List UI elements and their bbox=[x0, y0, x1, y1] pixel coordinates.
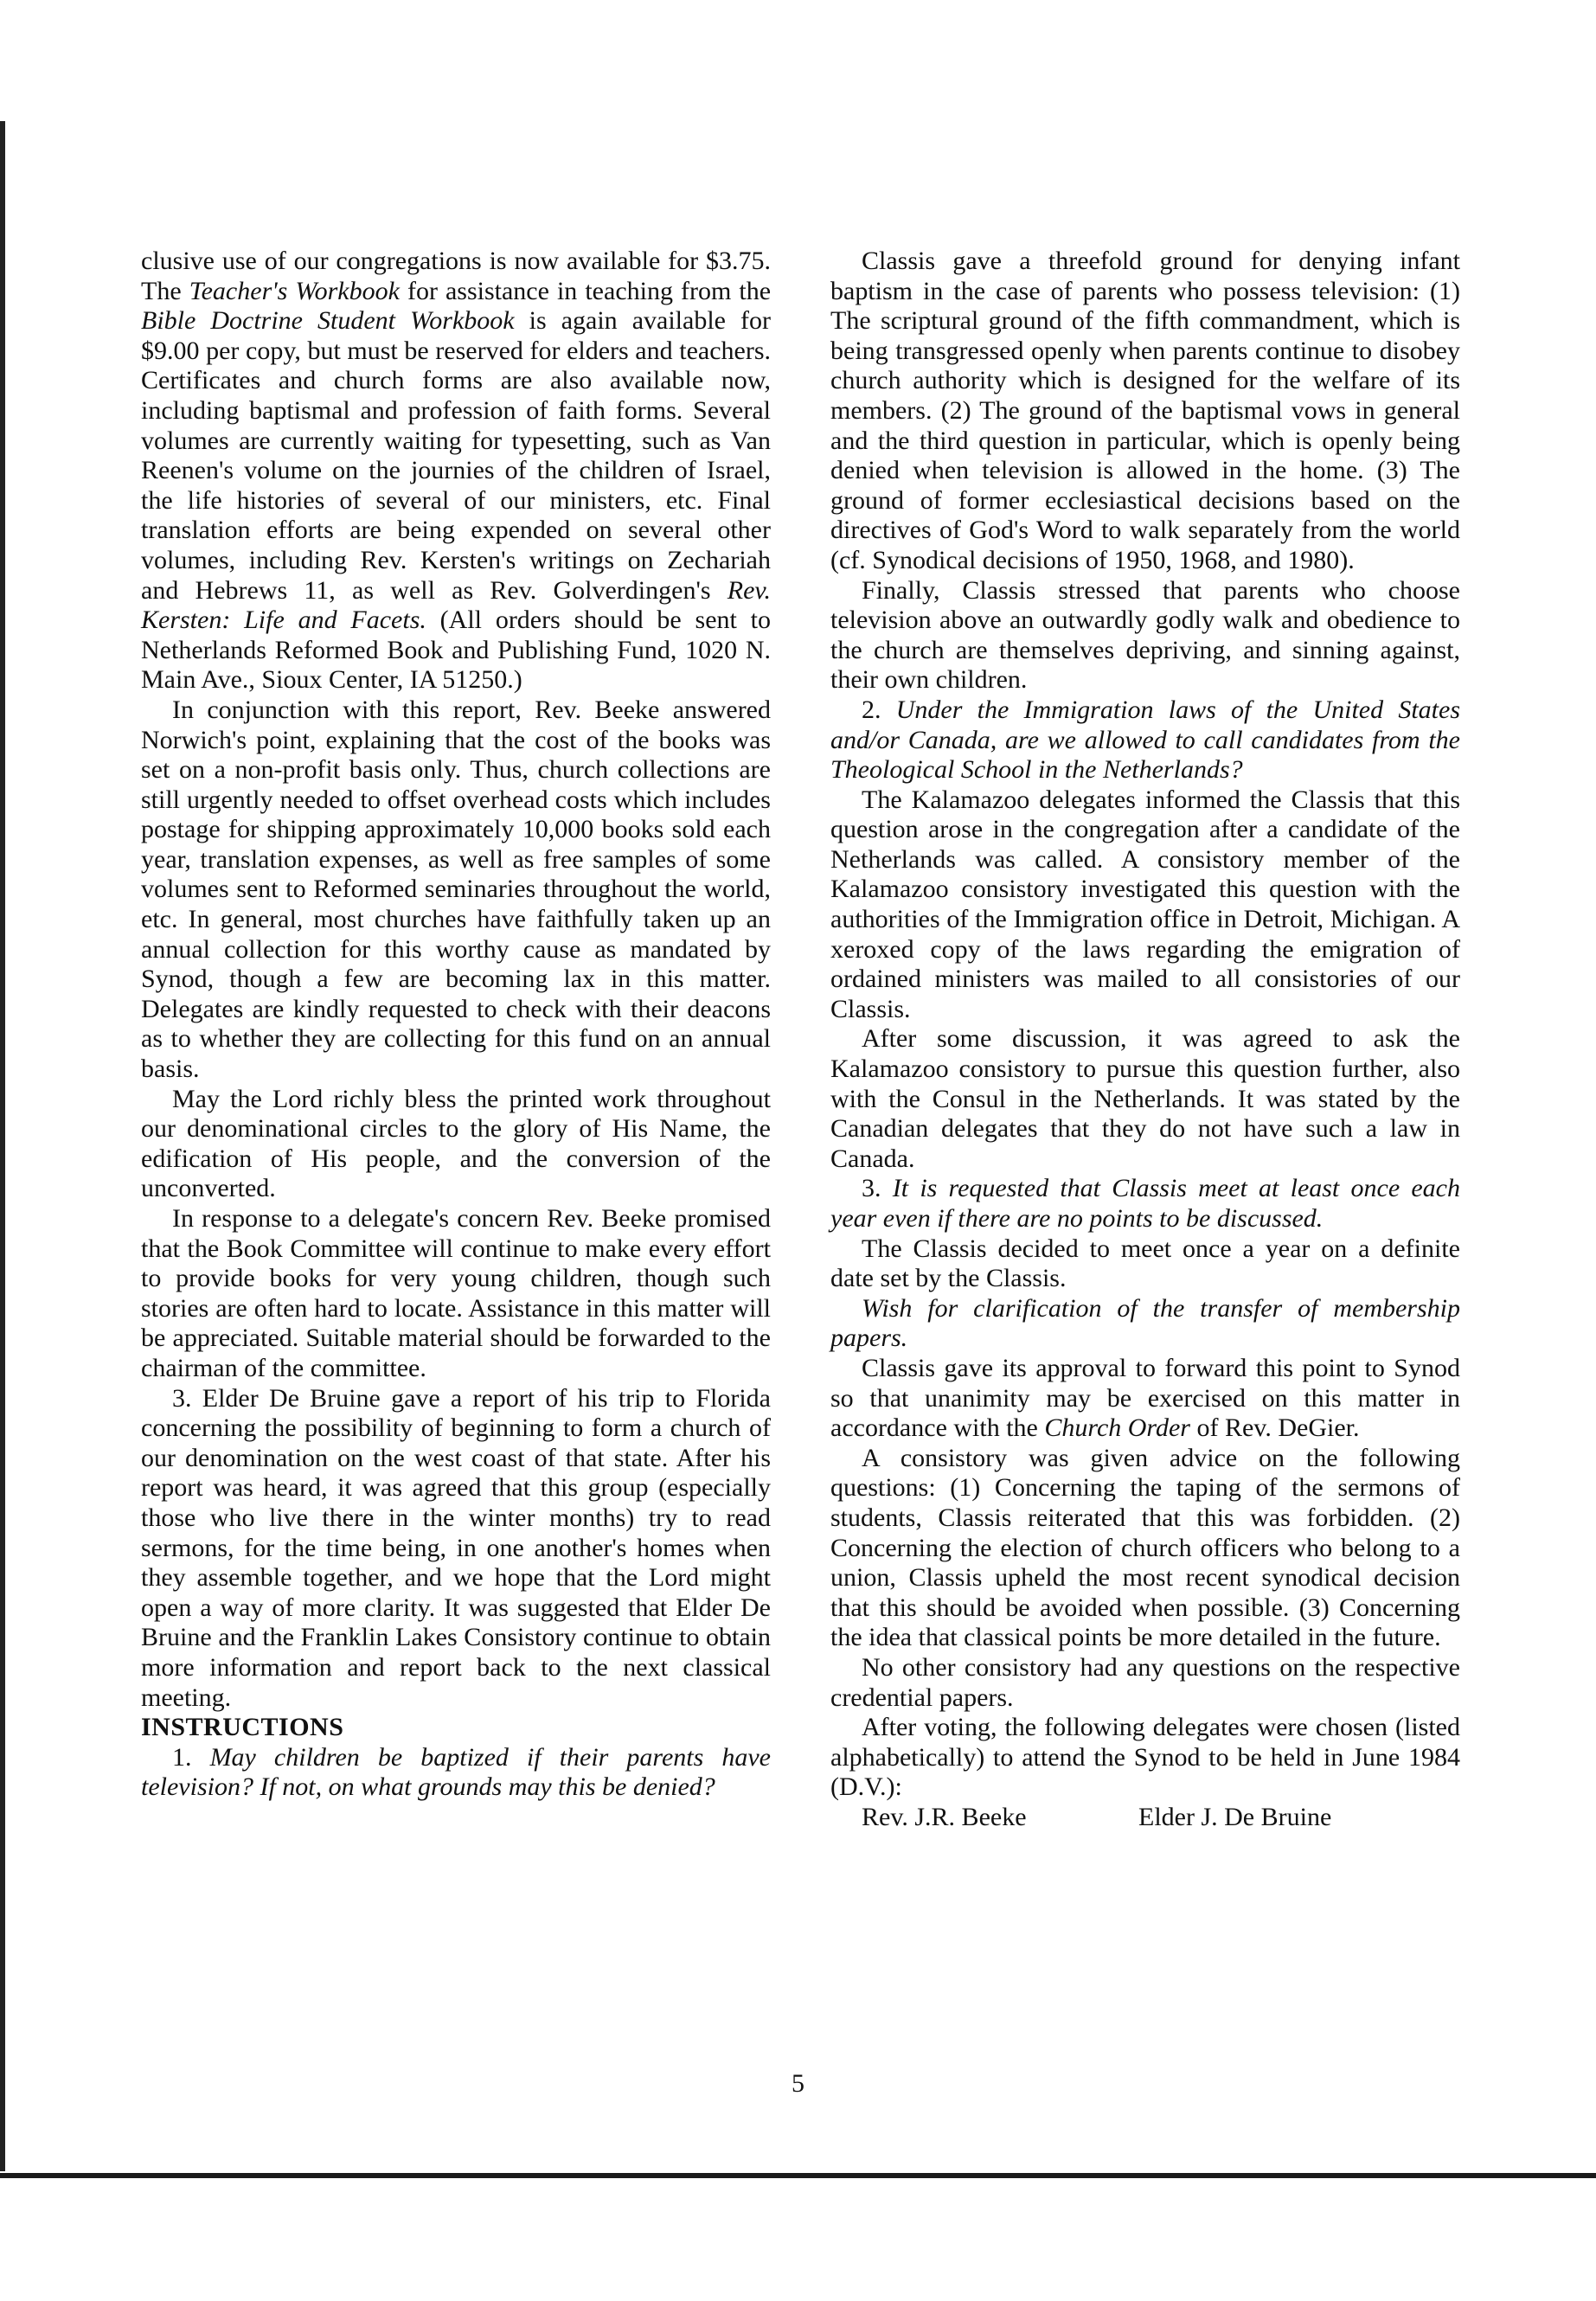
paragraph: May the Lord richly bless the printed work throughout our denominational circles to the glory of His Name, the edification of His people, and the conversion of the unconverted. bbox=[141, 1084, 771, 1203]
instruction-question: Wish for clarification of the transfer of membership papers. bbox=[830, 1293, 1460, 1353]
paragraph: 3. Elder De Bruine gave a report of his trip to Florida concerning the possibility of beginning to form a church of our denomination on the west coast of that state. After his report was heard, it was agreed that this group (especially those who live there in the winter months) try to read sermons, for the time being, in one another's homes when they assemble together, and we hope that the Lord might open a way of more clarity. It was suggested that Elder De Bruine and the Franklin Lakes Consistory continue to obtain more information and report back to the next classical meeting. bbox=[141, 1383, 771, 1712]
right-column bbox=[830, 247, 1460, 1832]
delegate-name: Rev. J.R. Beeke bbox=[862, 1802, 1027, 1831]
paragraph: After voting, the following delegates were chosen (listed alphabetically) to attend the Synod to be held in June 1984 (D.V.): bbox=[830, 1713, 1460, 1802]
instruction-question: 2. Under the Immigration laws of the United States and/or Canada, are we allowed to call candidates from the Theological School in the Netherlands? bbox=[830, 695, 1460, 785]
paragraph: A consistory was given advice on the following questions: (1) Concerning the taping of the sermons of students, Classis reiterated that this was forbidden. (2) Concerning the election of church officers who belong to a union, Classis upheld the most recent synodical decision that this should be avoided when possible. (3) Concerning the idea that classical points be more detailed in the future. bbox=[830, 1443, 1460, 1652]
paragraph: After some discussion, it was agreed to ask the Kalamazoo consistory to pursue this question further, also with the Consul in the Netherlands. It was stated by the Canadian delegates that they do not have such a law in Canada. bbox=[830, 1024, 1460, 1173]
paragraph: Finally, Classis stressed that parents who choose television above an outwardly godly walk and obedience to the church are themselves depriving, and sinning against, their own children. bbox=[830, 575, 1460, 695]
bottom-rule bbox=[0, 2173, 1596, 2178]
section-heading: INSTRUCTIONS bbox=[141, 1713, 344, 1742]
paragraph: clusive use of our congregations is now available for $3.75. The Teacher's Workbook for assistance in teaching from the Bible Doctrine Student Workbook is again available for $9.00 per copy, but must be reserved for elders and teachers. Certificates and church forms are also available now, including baptismal and profession of faith forms. Several volumes are currently waiting for typesetting, such as Van Reenen's volume on the journies of the children of Israel, the life histories of several of our ministers, etc. Final translation efforts are being expended on several other volumes, including Rev. Kersten's writings on Zechariah and Hebrews 11, as well as Rev. Golverdingen's Rev. Kersten: Life and Facets. (All orders should be sent to Netherlands Reformed Book and Publishing Fund, 1020 N. Main Ave., Sioux Center, IA 51250.) bbox=[141, 247, 772, 695]
page-edge bbox=[0, 121, 5, 2171]
instruction-question: 1. May children be baptized if their parents have television? If not, on what grounds may this be denied? bbox=[141, 1742, 771, 1802]
page-number: 5 bbox=[792, 2069, 804, 2098]
delegate-list bbox=[830, 1803, 1460, 1833]
paragraph: In response to a delegate's concern Rev. Beeke promised that the Book Committee will continue to make every effort to provide books for very young children, though such stories are often hard to locate. Assistance in this matter will be appreciated. Suitable material should be forwarded to the chairman of the committee. bbox=[141, 1204, 771, 1382]
paragraph: Classis gave a threefold ground for denying infant baptism in the case of parents who possess television: (1) The scriptural ground of the fifth commandment, which is being transgressed openly when parents continue to disobey church authority which is designed for the welfare of its members. (2) The ground of the baptismal vows in general and the third question in particular, which is openly being denied when television is allowed in the home. (3) The ground of former ecclesiastical decisions based on the directives of God's Word to walk separately from the world (cf. Synodical decisions of 1950, 1968, and 1980). bbox=[830, 247, 1460, 574]
paragraph: Classis gave its approval to forward this point to Synod so that unanimity may be exercised on this matter in accordance with the Church Order of Rev. DeGier. bbox=[830, 1353, 1460, 1443]
paragraph: No other consistory had any questions on the respective credential papers. bbox=[830, 1652, 1460, 1712]
delegate-name: Elder J. De Bruine bbox=[1138, 1802, 1332, 1831]
instruction-question: 3. It is requested that Classis meet at least once each year even if there are no points to be discussed. bbox=[830, 1174, 1461, 1233]
paragraph: In conjunction with this report, Rev. Beeke answered Norwich's point, explaining that the cost of the books was set on a non-profit basis only. Thus, church collections are still urgently needed to offset overhead costs which includes postage for shipping approximately 10,000 books sold each year, translation expenses, as well as free samples of some volumes sent to Reformed seminaries throughout the world, etc. In general, most churches have faithfully taken up an annual collection for this worthy cause as mandated by Synod, though a few are becoming lax in this matter. Delegates are kindly requested to check with their deacons as to whether they are collecting for this fund on an annual basis. bbox=[141, 695, 771, 1084]
left-column bbox=[141, 247, 771, 1803]
paragraph: The Kalamazoo delegates informed the Classis that this question arose in the congregation after a candidate of the Netherlands was called. A consistory member of the Kalamazoo consistory investigated this question with the authorities of the Immigration office in Detroit, Michigan. A xeroxed copy of the laws regarding the emigration of ordained ministers was mailed to all consistories of our Classis. bbox=[830, 785, 1460, 1023]
paragraph: The Classis decided to meet once a year on a definite date set by the Classis. bbox=[830, 1234, 1460, 1293]
